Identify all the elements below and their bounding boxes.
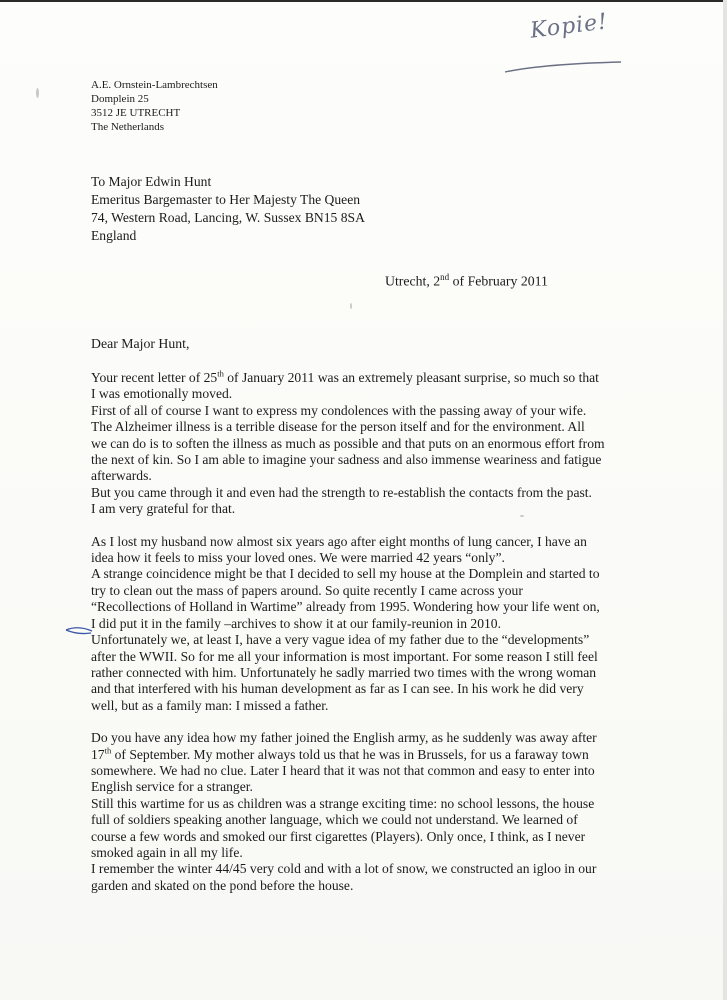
body-line: Do you have any idea how my father joined the English army, as he suddenly was away after: [91, 730, 597, 746]
body-line: well, but as a family man: I missed a father.: [91, 697, 329, 713]
handwritten-note: Kopie!: [528, 9, 610, 44]
body-line: Still this wartime for us as children was a strange exciting time: no school lessons, the house: [91, 795, 595, 811]
sender-name: A.E. Ornstein-Lambrechtsen: [91, 79, 218, 91]
body-line: the next of kin. So I am able to imagine your sadness and also immense weariness and fatigue: [91, 452, 602, 468]
body-line: First of all of course I want to express my condolences with the passing away of your wife.: [91, 402, 587, 418]
sender-country: The Netherlands: [91, 121, 164, 133]
scan-speck: [520, 515, 524, 517]
body-paragraph: [91, 370, 631, 518]
body-line: 17th of September. My mother always told us that he was in Brussels, for us a faraway town: [91, 745, 589, 762]
recipient-address: [91, 173, 365, 245]
sender-postal: 3512 JE UTRECHT: [91, 107, 181, 119]
scan-speck: [36, 88, 39, 98]
handwritten-underline: [503, 60, 623, 74]
body-line: I did put it in the family –archives to show it at our family-reunion in 2010.: [91, 615, 502, 631]
body-paragraph: [91, 730, 631, 894]
recipient-line: To Major Edwin Hunt: [91, 174, 212, 189]
scan-right-edge: [723, 0, 727, 1000]
body-line: smoked again in all my life.: [91, 844, 243, 860]
body-line: Unfortunately we, at least I, have a very vague idea of my father due to the “developments”: [91, 632, 590, 648]
scan-speck: [350, 303, 352, 309]
recipient-line: England: [91, 228, 137, 243]
sender-street: Domplein 25: [91, 93, 149, 105]
body-line: As I lost my husband now almost six years ago after eight months of lung cancer, I have an: [91, 533, 587, 549]
body-line: I was emotionally moved.: [91, 386, 233, 402]
body-line: A strange coincidence might be that I decided to sell my house at the Domplein and started to: [91, 566, 600, 582]
body-line: after the WWII. So for me all your information is most important. For some reason I still feel: [91, 648, 598, 664]
body-line: we can do is to soften the illness as much as possible and that puts on an enormous effort from: [91, 435, 605, 451]
body-line: full of soldiers speaking another language, which we could not understand. We learned of: [91, 812, 578, 828]
sender-address: [91, 78, 218, 134]
letter-date: Utrecht, 2nd of February 2011: [385, 272, 548, 289]
body-line: garden and skated on the pond before the house.: [91, 877, 354, 893]
body-line: But you came through it and even had the strength to re-establish the contacts from the past.: [91, 484, 592, 500]
scan-top-edge: [0, 0, 727, 2]
body-line: Your recent letter of 25th of January 2011 was an extremely pleasant surprise, so much so that: [91, 368, 599, 385]
body-line: course a few words and smoked our first cigarettes (Players). Only once, I think, as I never: [91, 828, 586, 844]
body-paragraph: [91, 534, 631, 714]
body-line: idea how it feels to miss your loved ones. We were married 42 years “only”.: [91, 550, 505, 566]
recipient-line: 74, Western Road, Lancing, W. Sussex BN15 8SA: [91, 210, 365, 225]
body-line: try to clean out the mass of papers around. So quite recently I came across your: [91, 582, 523, 598]
recipient-line: Emeritus Bargemaster to Her Majesty The Queen: [91, 192, 361, 207]
body-line: English service for a stranger.: [91, 779, 253, 795]
letter-body: [91, 370, 631, 910]
body-line: afterwards.: [91, 468, 152, 484]
body-line: The Alzheimer illness is a terrible disease for the person itself and for the environment. All: [91, 419, 585, 435]
salutation: Dear Major Hunt,: [91, 336, 190, 351]
body-line: “Recollections of Holland in Wartime” already from 1995. Wondering how your life went on,: [91, 599, 600, 615]
body-line: somewhere. We had no clue. Later I heard that it was not that common and easy to enter into: [91, 762, 595, 778]
handwritten-margin-mark: [64, 624, 94, 638]
body-line: and that interfered with his human development as far as I can see. In his work he did very: [91, 681, 584, 697]
body-line: I remember the winter 44/45 very cold and with a lot of snow, we constructed an igloo in our: [91, 861, 597, 877]
body-line: I am very grateful for that.: [91, 501, 236, 517]
body-line: rather connected with him. Unfortunately he sadly married two times with the wrong woman: [91, 664, 597, 680]
